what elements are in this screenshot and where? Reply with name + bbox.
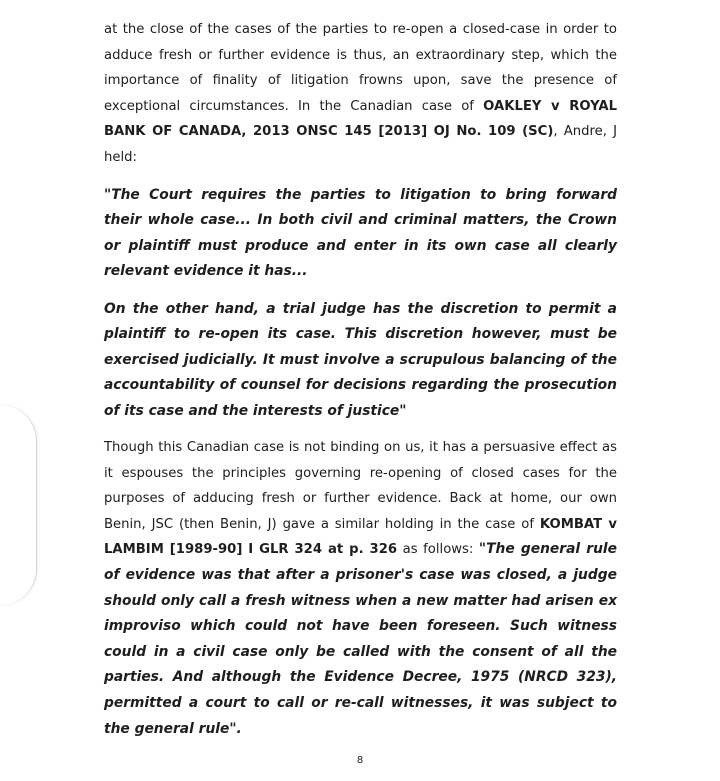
block-quote-2: On the other hand, a trial judge has the discretion to permit a plaintiff to re-open its case. This discretion however, must be exercised judicially. It must involve a scrupulous balancing of the accountability of counsel for decisions regarding the prosecution of its case and the interests of justice": [104, 300, 617, 419]
paragraph-intro: [104, 17, 617, 171]
page-number: 8: [356, 755, 364, 766]
document-body: [104, 17, 617, 742]
paragraph-kombat: [104, 435, 617, 742]
page-edge-decoration: [0, 405, 37, 605]
case-citation-kombat: KOMBAT v LAMBIM [1989-90] I GLR 324 at p. 326: [104, 516, 617, 558]
paragraph-text: as follows:: [397, 542, 479, 558]
case-citation-oakley: OAKLEY v ROYAL BANK OF CANADA, 2013 ONSC 145 [2013] OJ No. 109 (SC): [104, 98, 617, 140]
paragraph-text: Though this Canadian case is not binding on us, it has a persuasive effect as it espouses the principles governing re-opening of closed cases for the purposes of adducing fresh or further evidence. Back at home, our own Benin, JSC (then Benin, J) gave a similar holding in the case of: [104, 440, 617, 532]
paragraph-text: at the close of the cases of the parties to re-open a closed-case in order to adduce fresh or further evidence is thus, an extraordinary step, which the importance of finality of litigation frowns upon, save the presence of exceptional circumstances. In the Canadian case of: [104, 22, 617, 114]
paragraph-text: , Andre, J held:: [104, 124, 618, 165]
inline-quote-kombat: "The general rule of evidence was that after a prisoner's case was closed, a judge should only call a fresh witness when a new matter had arisen ex improviso which could not have been foreseen. Such witness could in a civil case only be called with the consent of all the parties. And although the Evidence Decree, 1975 (NRCD 323), permitted a court to call or re-call witnesses, it was subject to the general rule".: [104, 541, 618, 737]
block-quote-1: "The Court requires the parties to litigation to bring forward their whole case... In both civil and criminal matters, the Crown or plaintiff must produce and enter in its own case all clearly relevant evidence it has...: [104, 186, 617, 280]
